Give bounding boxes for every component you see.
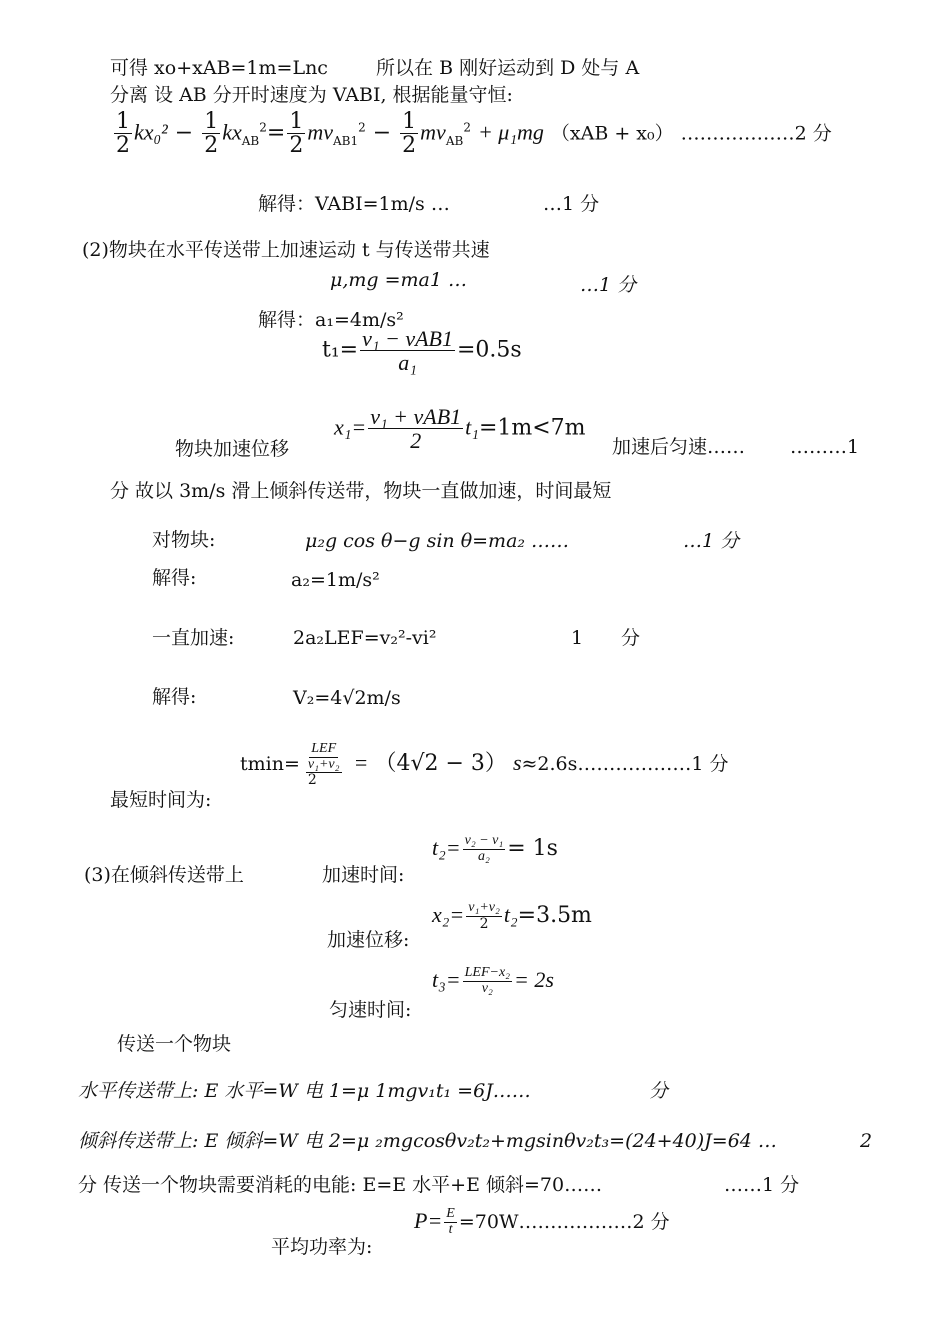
x2-equation: x₂= $\frac{\text{v₁+v₂}}{2}$ t₂=3.5m [432,900,592,932]
continuation-line: 分 故以 3m/s 滑上倾斜传送带，物块一直做加速，时间最短 [110,480,612,502]
derivation-line-2: 分离 设 AB 分开时速度为 VABI, 根据能量守恒: [110,84,513,106]
accel-disp-label: 加速位移: [327,929,410,951]
score-unit: 分 [621,627,641,649]
power-equation: P= $\frac{E}{t}$ =70W………………2 分 [414,1206,670,1237]
score-mark: 2 [860,1130,873,1152]
line1-part-a: 可得 xo+xAB=1m=Lnc [110,57,328,79]
incline-energy-line: 倾斜传送带上: E 倾斜=W 电 2=μ ₂mgcosθv₂t₂+mgsinθv₂t₃=(24+40)J=64 … [78,1130,777,1152]
score-number: 1 [571,627,584,649]
part-2-heading: (2)物块在水平传送带上加速运动 t 与传送带共速 [82,239,490,261]
accel-label: 一直加速: [152,627,235,649]
energy-conservation-equation: $\frac{1}{2}$ kx₀² − $\frac{1}{2}$ $kx_{AB}^2=$ $\frac{1}{2}$ $mv_{AB1}^2$ − $\frac{1}{2}$ $mv_{AB}^2 + \mu_1mg$ （xAB + x₀） ………………2 分 [116,109,832,159]
solution-a2: a₂=1m/s² [291,569,380,591]
t2-equation: t₂= $\frac{\text{v₂ − v₁}}{\text{a₂}}$ = 1s [432,833,558,864]
total-energy-line: 分 传送一个物块需要消耗的电能: E=E 水平+E 倾斜=70…… [78,1174,603,1196]
spring-term-1: kx₀² [134,119,168,145]
accel-time-label: 加速时间: [322,864,405,886]
solution-v2: V₂=4√2m/s [293,687,401,709]
line1-part-b: 所以在 B 刚好运动到 D 处与 A [376,57,640,79]
score-mark: ……1 分 [724,1174,800,1196]
friction-equation: μ,mg =ma1 … [330,269,467,291]
x1-tail: 加速后匀速…… [612,436,746,458]
accel-equation: 2a₂LEF=v₂²-vi² [293,627,437,649]
solution-vab1: 解得：VABI=1m/s … [258,193,450,215]
score-mark: …1 分 [543,193,600,215]
score-mark: ………………2 分 [680,122,832,145]
score-mark: …1 分 [580,274,637,296]
score-mark: 分 [649,1080,669,1102]
tmin-equation: tmin= $\frac{\text{LEF}}{\frac{\text{v₁+v₂}}{2}}$ = （4√2 − 3） s≈2.6s………………1 分 [240,741,729,789]
solution-label: 解得: [152,567,197,589]
horizontal-energy-line: 水平传送带上: E 水平=W 电 1=μ 1mgv₁t₁ =6J…… [78,1080,531,1102]
x1-label: 物块加速位移 [175,438,290,460]
solution-a1: 解得：a₁=4m/s² [258,309,404,331]
score-mark: ………1 [790,436,860,458]
power-label: 平均功率为: [271,1236,373,1258]
part-3-heading: (3)在倾斜传送带上 [84,864,244,886]
transport-heading: 传送一个物块 [117,1033,232,1055]
t3-equation: t₃= $\frac{\text{LEF−x₂}}{\text{v₂}}$ = 2s [432,965,554,996]
minus-sign: − [174,120,194,146]
half-fraction-4: $\frac{1}{2}$ [402,109,417,159]
score-mark: …1 分 [683,530,740,552]
half-fraction-2: $\frac{1}{2}$ [204,109,219,159]
solution-label-2: 解得: [152,686,197,708]
uniform-time-label: 匀速时间: [329,999,412,1021]
incline-equation: μ₂g cos θ−g sin θ=ma₂ …… [305,530,570,552]
half-fraction-3: $\frac{1}{2}$ [289,109,304,159]
t1-equation: t₁= $\frac{\text{v₁ − vAB1}}{\text{a₁}}$ =0.5s [322,326,522,376]
tmin-label: 最短时间为: [110,789,212,811]
block-label: 对物块: [152,529,216,551]
derivation-line-1 [110,57,639,80]
x1-equation: x₁= $\frac{\text{v₁ + vAB1}}{2}$ t₁=1m<7m [334,404,586,454]
half-fraction-1: $\frac{1}{2}$ [116,109,130,159]
